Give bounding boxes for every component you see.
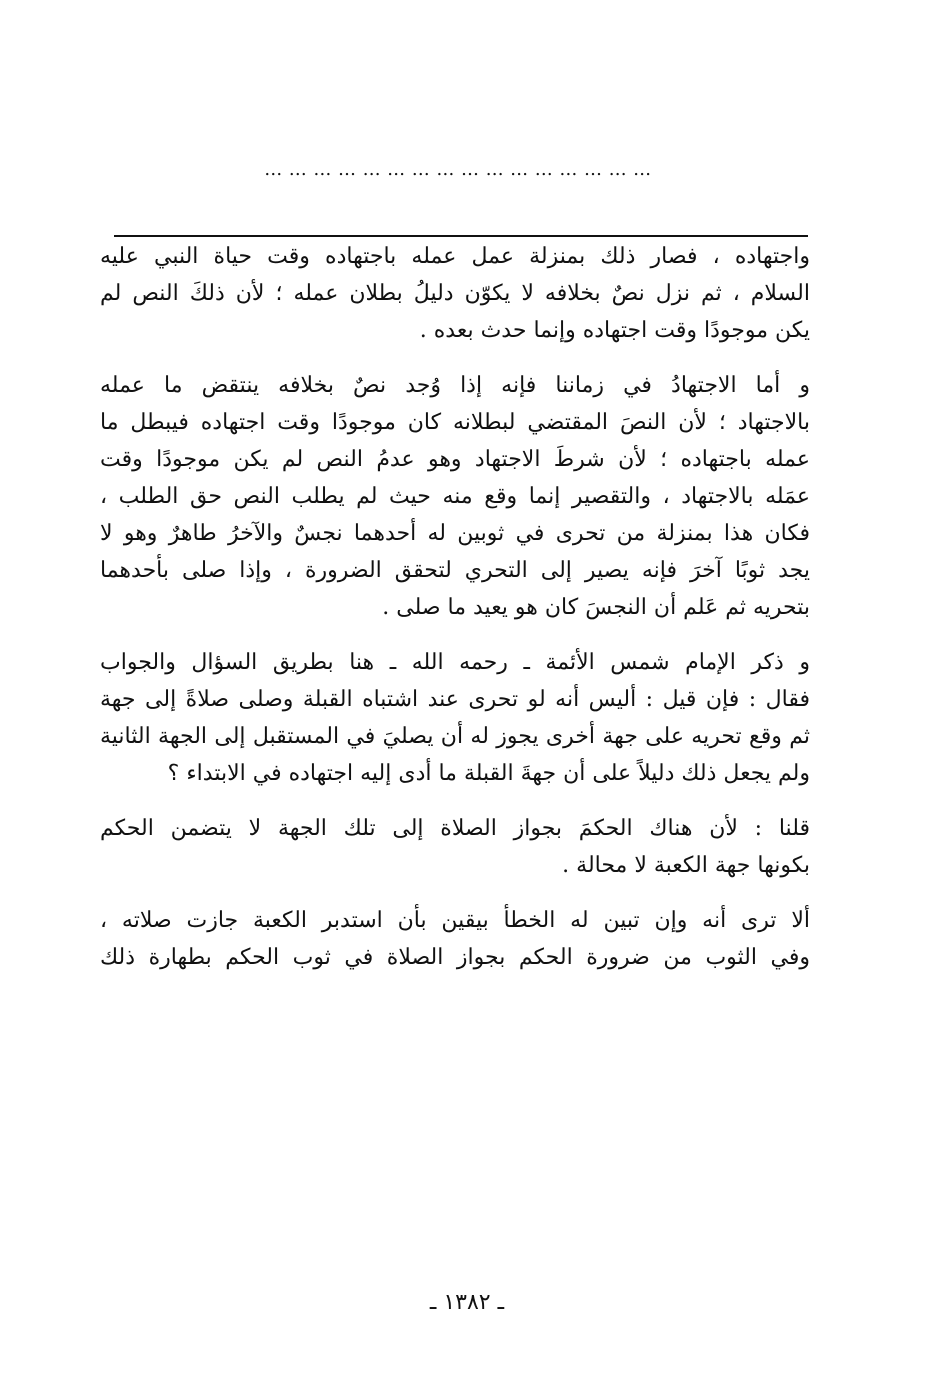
text-line: يجد ثوبًا آخرَ فإنه يصير إلى التحري لتحقق الضرورة ، وإذا صلى بأحدهما [100, 558, 810, 583]
page-number: ـ ١٣٨٢ ـ [429, 1290, 505, 1315]
text-line: ثم وقع تحريه على جهة أخرى يجوز له أن يصليَ في المستقبل إلى الجهة الثانية [100, 724, 810, 749]
text-line: فقال : فإن قيل : أليس أنه لو تحرى عند اشتباه القبلة وصلى صلاةً إلى جهة [100, 687, 810, 712]
text-line: بتحريه ثم عَلم أن النجسَ كان هو يعيد ما صلى . [382, 595, 810, 620]
paragraph-3 [100, 644, 810, 792]
paragraph-gap [100, 349, 810, 367]
text-line: و ذكر الإمام شمس الأئمة ـ رحمه الله ـ هنا بطريق السؤال والجواب [100, 650, 810, 675]
text-line: وفي الثوب من ضرورة الحكم بجواز الصلاة في ثوب الحكم بطهارة ذلك [100, 945, 810, 970]
text-line: ألا ترى أنه وإن تبين له الخطأ بيقين بأن استدبر الكعبة جازت صلاته ، [100, 908, 810, 933]
text-line: عمله باجتهاده ؛ لأن شرطَ الاجتهاد وهو عدمُ النص لم يكن موجودًا وقت [100, 447, 810, 472]
paragraph-2 [100, 367, 810, 626]
paragraph-5 [100, 902, 810, 976]
text-line: قلنا : لأن هناك الحكمَ بجواز الصلاة إلى تلك الجهة لا يتضمن الحكم [100, 816, 810, 841]
text-line: عمَله بالاجتهاد ، والتقصير إنما وقع منه حيث لم يطلب النص حق الطلب ، [100, 484, 810, 509]
text-line: و أما الاجتهادُ في زماننا فإنه إذا وُجد نصٌ بخلافه ينتقض ما عمله [100, 373, 810, 398]
paragraph-gap [100, 884, 810, 902]
paragraph-gap [100, 626, 810, 644]
text-line: يكن موجودًا وقت اجتهاده وإنما حدث بعده . [419, 318, 810, 343]
text-line: السلام ، ثم نزل نصٌ بخلافه لا يكوّن دليلُ بطلان عمله ؛ لأن ذلكَ النص لم [100, 281, 810, 306]
separator-dots: ………………………………………… [264, 160, 658, 180]
text-line: ولم يجعل ذلك دليلاً على أن جهةَ القبلة ما أدى إليه اجتهاده في الابتداء ؟ [167, 761, 810, 786]
paragraph-1 [100, 238, 810, 349]
body-text [100, 238, 810, 976]
text-line: واجتهاده ، فصار ذلك بمنزلة عمل عمله باجتهاده وقت حياة النبي عليه [100, 244, 810, 269]
paragraph-4 [100, 810, 810, 884]
text-line: بالاجتهاد ؛ لأن النصَ المقتضي لبطلانه كان موجودًا وقت اجتهاده فيبطل ما [100, 410, 810, 435]
paragraph-gap [100, 792, 810, 810]
text-line: بكونها جهة الكعبة لا محالة . [562, 853, 810, 878]
text-line: فكان هذا بمنزلة من تحرى في ثوبين له أحدهما نجسٌ والآخرُ طاهرٌ وهو لا [100, 521, 810, 546]
footnote-rule [114, 235, 808, 237]
